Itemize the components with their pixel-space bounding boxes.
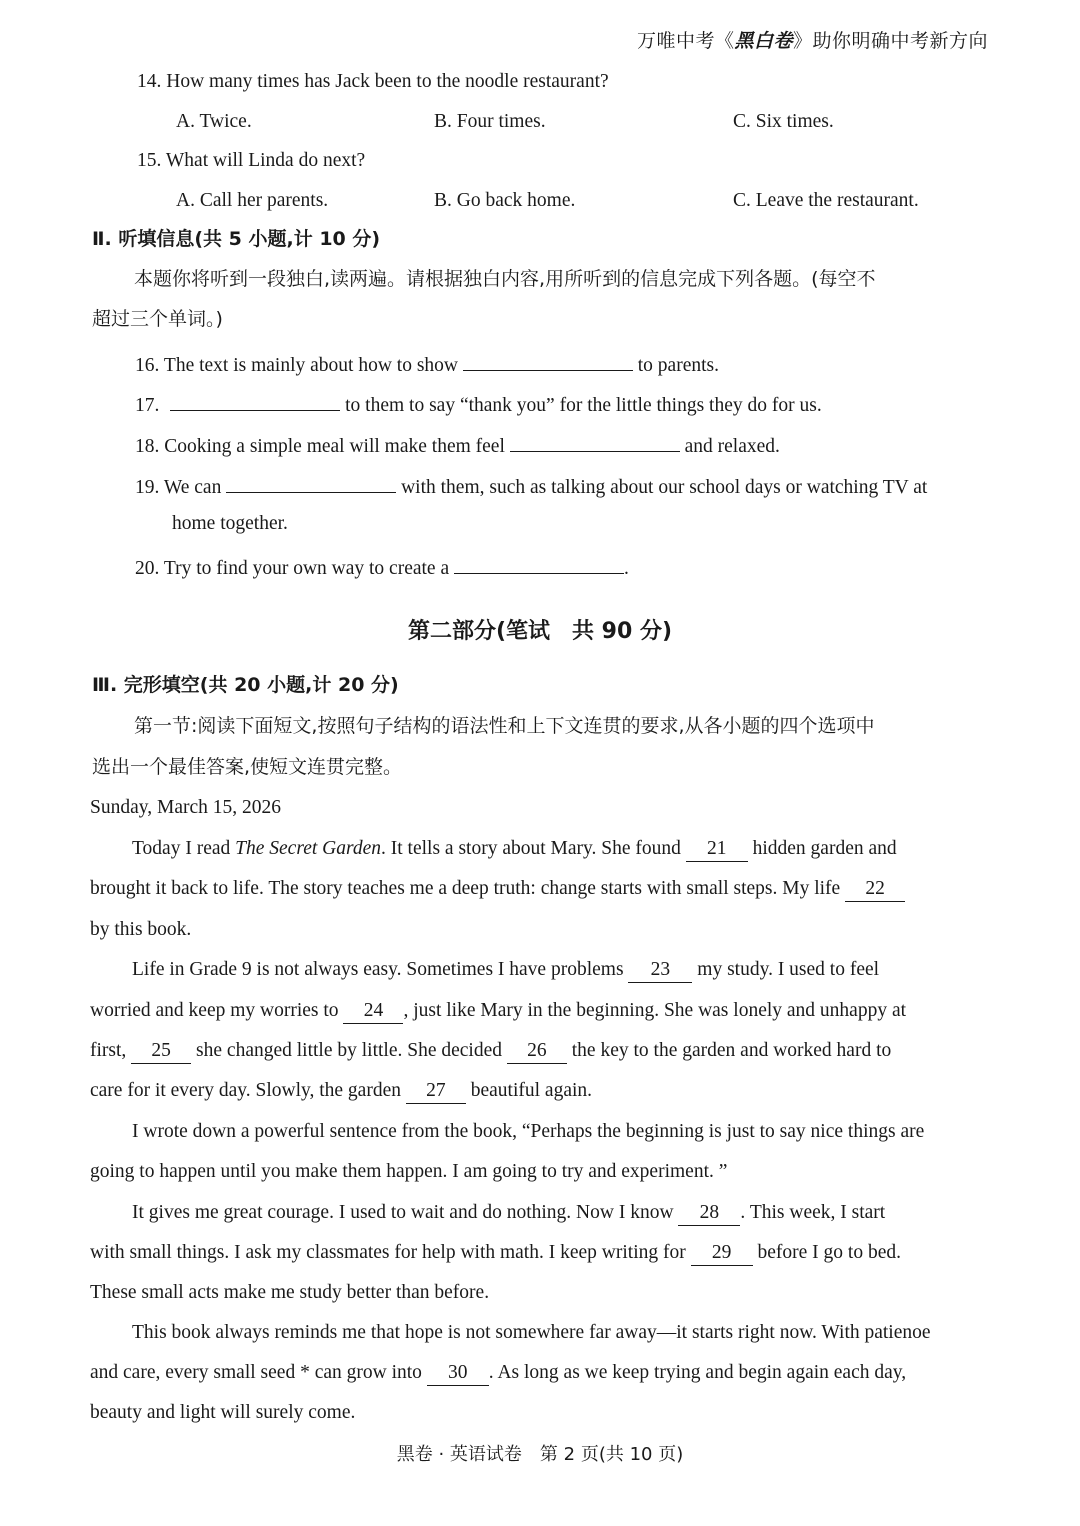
passage-text: Life in Grade 9 is not always easy. Sometimes I have problems xyxy=(132,959,624,980)
question-text: to them to say “thank you” for the little things they do for us. xyxy=(345,395,822,416)
page-header xyxy=(637,26,988,53)
cloze-blank-28[interactable]: 28 xyxy=(678,1203,740,1226)
q15-option-a: A. Call her parents. xyxy=(176,190,329,211)
passage-line: beauty and light will surely come. xyxy=(90,1402,356,1423)
passage-line: These small acts make me study better than before. xyxy=(90,1282,490,1303)
passage-text: . As long as we keep trying and begin again each day, xyxy=(488,1362,907,1383)
answer-blank[interactable] xyxy=(170,392,340,411)
cloze-blank-29[interactable]: 29 xyxy=(691,1243,753,1266)
question-text: The text is mainly about how to show xyxy=(163,355,458,376)
passage-date: Sunday, March 15, 2026 xyxy=(90,797,282,818)
answer-blank[interactable] xyxy=(226,474,396,493)
passage-text: she changed little by little. She decided xyxy=(196,1040,503,1061)
passage-text: worried and keep my worries to xyxy=(90,1000,339,1021)
passage-line: by this book. xyxy=(90,919,192,940)
passage-text: , just like Mary in the beginning. She was lonely and unhappy at xyxy=(403,1000,907,1021)
answer-blank[interactable] xyxy=(463,352,633,371)
section-3-title: Ⅲ. 完形填空(共 20 小题,计 20 分) xyxy=(92,674,399,696)
question-number: 15. xyxy=(137,150,162,171)
passage-line xyxy=(90,1001,906,1024)
passage-line xyxy=(90,1243,901,1266)
q14-option-b: B. Four times. xyxy=(434,111,546,132)
passage-text: first, xyxy=(90,1040,127,1061)
question-number: 14. xyxy=(137,71,162,92)
question-text: We can xyxy=(163,477,222,498)
cloze-blank-23[interactable]: 23 xyxy=(628,960,692,983)
passage-text: Today I read xyxy=(132,838,236,859)
passage-text: . It tells a story about Mary. She found xyxy=(381,838,681,859)
q15-option-b: B. Go back home. xyxy=(434,190,576,211)
passage-line xyxy=(132,960,879,983)
cloze-blank-27[interactable]: 27 xyxy=(406,1081,466,1104)
question-text-end: . xyxy=(624,558,629,579)
section-3-instruction-cont: 选出一个最佳答案,使短文连贯完整。 xyxy=(92,756,403,778)
question-19 xyxy=(135,474,927,498)
passage-line: going to happen until you make them happen. I am going to try and experiment. ” xyxy=(90,1161,728,1182)
passage-text: brought it back to life. The story teaches me a deep truth: change starts with small steps. My life xyxy=(90,878,841,899)
section-3-instruction: 第一节:阅读下面短文,按照句子结构的语法性和上下文连贯的要求,从各小题的四个选项中 xyxy=(134,715,875,737)
section-2-title: Ⅱ. 听填信息(共 5 小题,计 10 分) xyxy=(92,228,381,250)
passage-text: my study. I used to feel xyxy=(697,959,880,980)
page-footer: 黑卷 · 英语试卷 第 2 页(共 10 页) xyxy=(396,1444,684,1465)
question-18 xyxy=(135,433,780,457)
question-text: Cooking a simple meal will make them feel xyxy=(164,436,505,457)
passage-text: care for it every day. Slowly, the garden xyxy=(90,1080,401,1101)
question-text-end: to parents. xyxy=(637,355,719,376)
q14-option-a: A. Twice. xyxy=(176,111,252,132)
passage-line xyxy=(90,1081,592,1104)
passage-text: It gives me great courage. I used to wait and do nothing. Now I know xyxy=(132,1202,674,1223)
cloze-blank-26[interactable]: 26 xyxy=(507,1041,567,1064)
passage-text: with small things. I ask my classmates for help with math. I keep writing for xyxy=(90,1242,686,1263)
header-suffix: 》助你明确中考新方向 xyxy=(792,30,988,52)
question-20 xyxy=(135,555,629,579)
answer-blank[interactable] xyxy=(454,555,624,574)
question-text-end: and relaxed. xyxy=(684,436,780,457)
passage-line xyxy=(90,879,905,902)
passage-text: the key to the garden and worked hard to xyxy=(571,1040,892,1061)
passage-line xyxy=(90,1041,891,1064)
header-brand: 黑白卷 xyxy=(734,30,793,52)
section-2-instruction: 本题你将听到一段独白,读两遍。请根据独白内容,用所听到的信息完成下列各题。(每空不 xyxy=(134,268,876,290)
passage-line xyxy=(132,1203,885,1226)
question-text: How many times has Jack been to the noodle restaurant? xyxy=(166,71,609,92)
passage-line xyxy=(90,1363,906,1386)
part-2-title: 第二部分(笔试 共 90 分) xyxy=(407,619,673,644)
question-number: 17. xyxy=(135,395,160,416)
question-text-end: with them, such as talking about our school days or watching TV at xyxy=(401,477,928,498)
section-2-instruction-cont: 超过三个单词。) xyxy=(92,308,223,330)
passage-line xyxy=(132,839,897,862)
cloze-blank-30[interactable]: 30 xyxy=(427,1363,489,1386)
question-number: 19. xyxy=(135,477,160,498)
question-17 xyxy=(135,392,822,416)
cloze-blank-25[interactable]: 25 xyxy=(131,1041,191,1064)
cloze-blank-21[interactable]: 21 xyxy=(686,839,748,862)
question-number: 20. xyxy=(135,558,160,579)
cloze-blank-22[interactable]: 22 xyxy=(845,879,905,902)
book-title: The Secret Garden xyxy=(235,838,381,859)
passage-text: before I go to bed. xyxy=(757,1242,901,1263)
question-15 xyxy=(137,151,365,171)
passage-line: I wrote down a powerful sentence from the book, “Perhaps the beginning is just to say nice things are xyxy=(132,1121,925,1142)
passage-line: This book always reminds me that hope is not somewhere far away—it starts right now. With patienoe xyxy=(132,1322,931,1343)
passage-text: beautiful again. xyxy=(470,1080,593,1101)
q15-option-c: C. Leave the restaurant. xyxy=(733,190,919,211)
question-14 xyxy=(137,72,609,92)
passage-text: . This week, I start xyxy=(740,1202,886,1223)
passage-text: and care, every small seed * can grow into xyxy=(90,1362,422,1383)
passage-text: hidden garden and xyxy=(752,838,897,859)
question-number: 16. xyxy=(135,355,160,376)
question-19-cont: home together. xyxy=(172,513,288,534)
q14-option-c: C. Six times. xyxy=(733,111,834,132)
question-number: 18. xyxy=(135,436,160,457)
question-16 xyxy=(135,352,719,376)
cloze-blank-24[interactable]: 24 xyxy=(343,1001,403,1024)
header-prefix: 万唯中考《 xyxy=(636,30,735,52)
question-text: What will Linda do next? xyxy=(165,150,366,171)
question-text: Try to find your own way to create a xyxy=(163,558,450,579)
answer-blank[interactable] xyxy=(510,433,680,452)
